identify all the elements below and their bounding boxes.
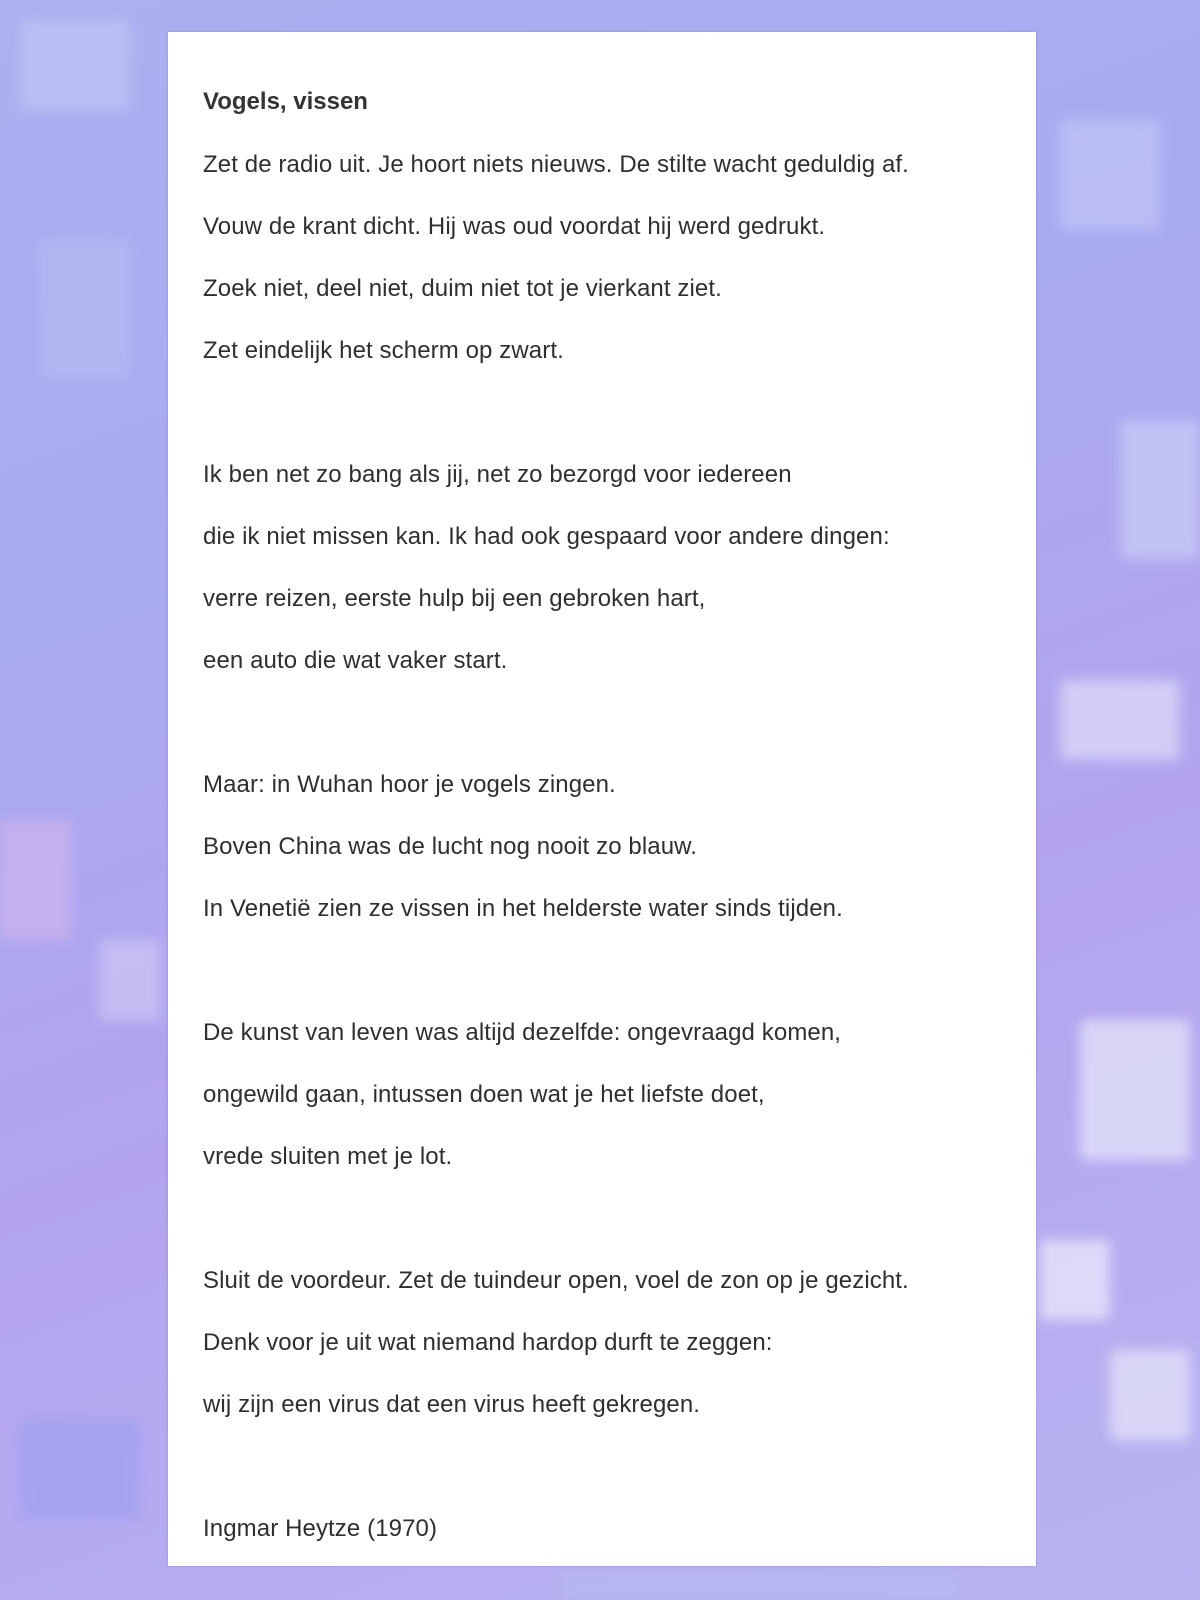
background-tile bbox=[1060, 120, 1160, 230]
poem-line: De kunst van leven was altijd dezelfde: ongevraagd komen, bbox=[203, 1019, 842, 1046]
poem-line: vrede sluiten met je lot. bbox=[203, 1143, 453, 1170]
poem-line: Maar: in Wuhan hoor je vogels zingen. bbox=[203, 771, 616, 798]
background-tile bbox=[20, 1420, 140, 1520]
poem-line: Denk voor je uit wat niemand hardop durft te zeggen: bbox=[203, 1329, 773, 1356]
background-tile bbox=[20, 20, 130, 110]
poem-line: Sluit de voordeur. Zet de tuindeur open, voel de zon op je gezicht. bbox=[203, 1267, 909, 1294]
background-tile bbox=[0, 820, 70, 940]
background-tile bbox=[1080, 1020, 1190, 1160]
poem-line: Ik ben net zo bang als jij, net zo bezorgd voor iedereen bbox=[203, 461, 792, 488]
background-tile bbox=[1060, 680, 1180, 760]
background-tile bbox=[1110, 1350, 1190, 1440]
background-tile bbox=[100, 940, 160, 1020]
background-tile bbox=[40, 240, 130, 380]
poem-line: Vouw de krant dicht. Hij was oud voordat hij werd gedrukt. bbox=[203, 213, 826, 240]
poem-line: die ik niet missen kan. Ik had ook gespaard voor andere dingen: bbox=[203, 523, 890, 550]
poem-line: verre reizen, eerste hulp bij een gebroken hart, bbox=[203, 585, 706, 612]
poem-line: Zoek niet, deel niet, duim niet tot je vierkant ziet. bbox=[203, 275, 722, 302]
poem-line: Zet de radio uit. Je hoort niets nieuws. De stilte wacht geduldig af. bbox=[203, 151, 909, 178]
background-tile bbox=[560, 1570, 960, 1600]
poem-title: Vogels, vissen bbox=[203, 88, 368, 115]
poem-line: Zet eindelijk het scherm op zwart. bbox=[203, 337, 564, 364]
poem-author: Ingmar Heytze (1970) bbox=[203, 1515, 438, 1542]
poem-card bbox=[168, 32, 1036, 1566]
poem-line: een auto die wat vaker start. bbox=[203, 647, 508, 674]
background-tile bbox=[1120, 420, 1200, 560]
poem-line: In Venetië zien ze vissen in het helderste water sinds tijden. bbox=[203, 895, 843, 922]
poem-line: Boven China was de lucht nog nooit zo blauw. bbox=[203, 833, 698, 860]
background-tile bbox=[1040, 1240, 1110, 1320]
poem-line: wij zijn een virus dat een virus heeft gekregen. bbox=[203, 1391, 701, 1418]
poem-line: ongewild gaan, intussen doen wat je het liefste doet, bbox=[203, 1081, 765, 1108]
